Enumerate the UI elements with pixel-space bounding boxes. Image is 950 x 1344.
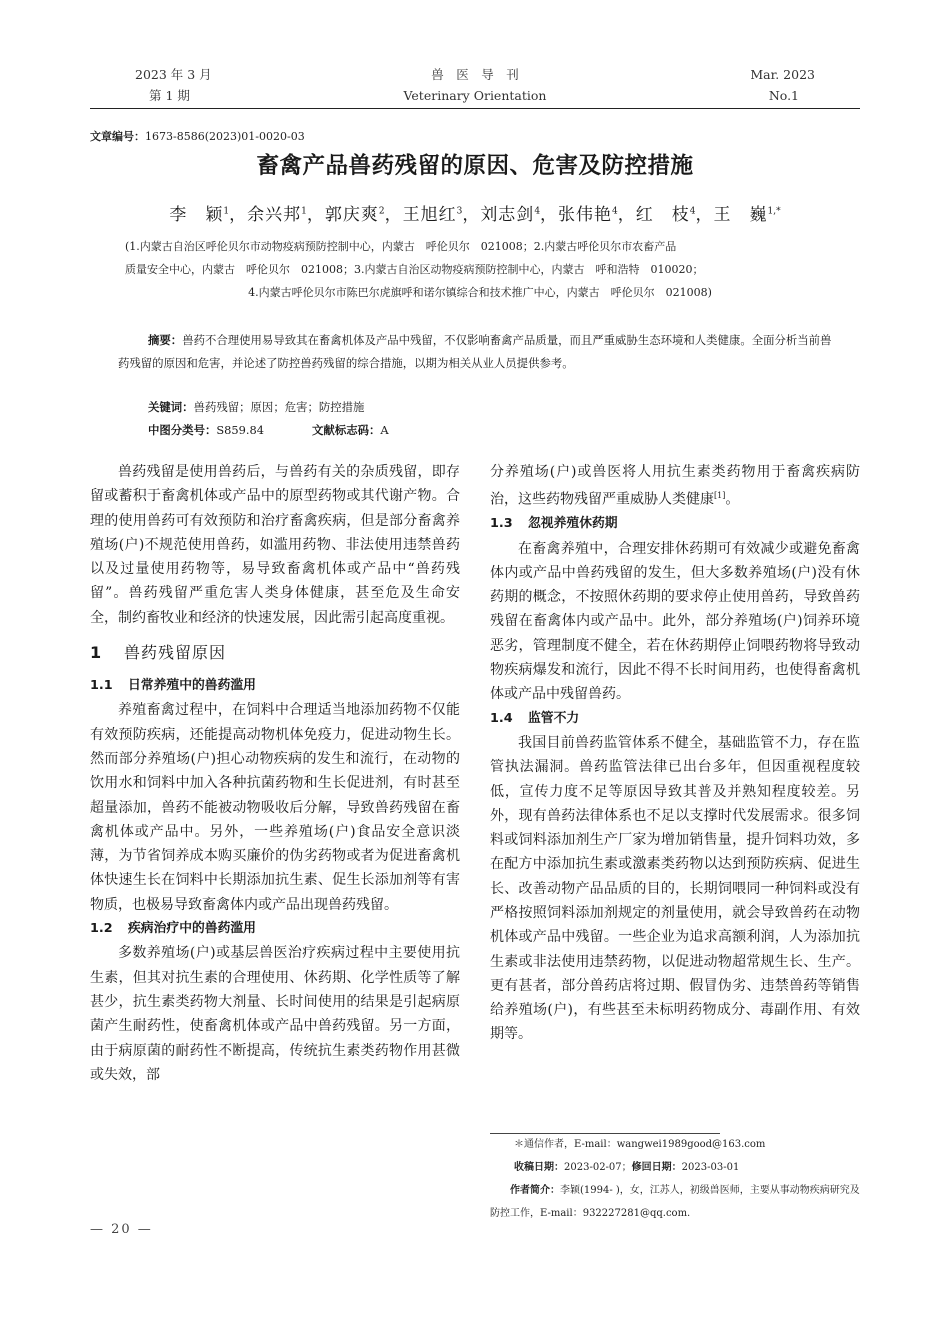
subsection-title: 日常养殖中的兽药滥用 — [128, 678, 256, 694]
article-number — [90, 128, 305, 144]
subsection-number: 1.4 — [490, 710, 513, 726]
class-number: S859.84 — [216, 423, 265, 437]
author: 余兴邦$^1$ — [247, 205, 307, 225]
subsection-heading — [490, 512, 860, 536]
article-number-value: 1673-8586(2023)01-0020-03 — [145, 130, 305, 143]
received-dates: 收稿日期：2023-02-07；修回日期：2023-03-01 — [514, 1162, 740, 1173]
abstract-label: 摘要： — [148, 333, 183, 347]
affiliation-line: 质量安全中心，内蒙古 呼伦贝尔 021008；3.内蒙古自治区动物疫病预防控制中心，内蒙古 呼和浩特 010020； — [125, 263, 704, 276]
subsection-title: 疾病治疗中的兽药滥用 — [128, 921, 256, 937]
doc-code-label: 文献标志码： — [312, 423, 381, 437]
author: 李 颖$^1$ — [169, 205, 230, 225]
body-column-left — [90, 460, 460, 1087]
keywords — [148, 396, 364, 419]
author: 郭庆爽$^2$ — [324, 205, 385, 225]
header-journal-cn: 兽 医 导 刊 — [431, 67, 519, 82]
abstract-text: 兽药不合理使用易导致其在畜禽机体及产品中残留，不仅影响畜禽产品质量，而且严重威胁生态环境和人类健康。全面分析当前兽药残留的原因和危害，并论述了防控兽药残留的综合措施，以期为相关从业人员提供参考。 — [118, 333, 832, 370]
header-left — [135, 64, 212, 106]
subsection-title: 忽视养殖休药期 — [528, 516, 618, 532]
paper-title: 畜禽产品兽药残留的原因、危害及防控措施 — [256, 153, 694, 179]
affiliation-line: 4.内蒙古呼伦贝尔市陈巴尔虎旗呼和诺尔镇综合和技术推广中心，内蒙古 呼伦贝尔 021008) — [248, 286, 712, 299]
class-label: 中图分类号： — [148, 423, 217, 437]
subsection-number: 1.2 — [90, 921, 113, 937]
intro-paragraph: 兽药残留是使用兽药后，与兽药有关的杂质残留，即存留或蓄积于畜禽机体或产品中的原型药物或其代谢产物。合理的使用兽药可有效预防和治疗畜禽疾病，但是部分畜禽养殖场(户)不规范使用兽药，如滥用药物、非法使用违禁兽药以及过量使用药物等，易导致畜禽机体或产品中“兽药残留”。兽药残留严重危害人类身体健康，甚至危及生命安全，制约畜牧业和经济的快速发展，因此需引起高度重视。 — [90, 464, 460, 626]
subsection-heading — [90, 674, 460, 698]
header-journal-en: Veterinary Orientation — [403, 88, 547, 103]
keywords-text: 兽药残留；原因；危害；防控措施 — [193, 400, 365, 414]
section-title: 兽药残留原因 — [124, 643, 227, 663]
header-date-cn: 2023 年 3 月 — [135, 67, 212, 82]
header-rule — [90, 108, 860, 109]
body-column-right — [490, 460, 860, 1047]
subsection-number: 1.3 — [490, 516, 513, 532]
subsection-heading — [90, 917, 460, 941]
header-issue-cn: 第 1 期 — [149, 88, 190, 103]
keywords-label: 关键词： — [148, 400, 194, 414]
article-number-label: 文章编号： — [90, 130, 145, 143]
section-heading — [90, 641, 460, 665]
header-center — [375, 64, 575, 106]
author: 王旭红$^3$ — [402, 205, 463, 225]
page-number: — 20 — — [90, 1222, 153, 1237]
subsection-number: 1.1 — [90, 678, 113, 694]
abstract — [118, 329, 840, 374]
footnotes — [490, 1133, 860, 1225]
author-list: 李 颖$^1$，余兴邦$^1$，郭庆爽$^2$，王旭红$^3$，刘志剑$^4$，张伟艳$^4$，红 枝$^4$，王 巍$^{1,*}$ — [169, 205, 781, 225]
body-paragraph: 在畜禽养殖中，合理安排休药期可有效减少或避免畜禽体内或产品中兽药残留的发生，但大多数养殖场(户)没有休药期的概念，不按照休药期的要求停止使用兽药，导致兽药残留在畜禽体内或产品中。此外，部分养殖场(户)饲养环境恶劣，管理制度不健全，若在休药期停止饲喂药物将导致动物疾病爆发和流行，因此不得不长时间用药，也使得畜禽机体或产品中残留兽药。 — [490, 540, 860, 703]
author: 张伟艳$^4$ — [558, 205, 618, 225]
body-paragraph: 养殖畜禽过程中，在饲料中合理适当地添加药物不仅能有效预防疾病，还能提高动物机体免疫力，促进动物生长。然而部分养殖场(户)担心动物疾病的发生和流行，在动物的饮用水和饲料中加入各种抗菌药物和生长促进剂，有时甚至超量添加，兽药不能被动物吸收后分解，导致兽药残留在畜禽机体或产品中。另外，一些养殖场(户)食品安全意识淡薄，为节省饲养成本购买廉价的伪劣药物或者为促进畜禽机体快速生长在饲料中长期添加抗生素、促生长添加剂等有害物质，也极易导致畜禽体内或产品出现兽药残留。 — [90, 702, 460, 913]
body-paragraph: 多数养殖场(户)或基层兽医治疗疾病过程中主要使用抗生素，但其对抗生素的合理使用、休药期、化学性质等了解甚少，抗生素类药物大剂量、长时间使用的结果是引起病原菌产生耐药性，使畜禽机体或产品中兽药残留。另一方面，由于病原菌的耐药性不断提高，传统抗生素类药物作用甚微或失效，部 — [90, 945, 460, 1083]
author: 红 枝$^4$ — [635, 205, 696, 225]
header-date-en: Mar. 2023 — [750, 67, 815, 82]
corresponding-author: ＊通信作者，E-mail：wangwei1989good@163.com — [514, 1139, 766, 1150]
header-issue-en: No.1 — [768, 88, 799, 103]
subsection-heading — [490, 707, 860, 731]
body-paragraph-continued: 分养殖场(户)或兽医将人用抗生素类药物用于畜禽疾病防治，这些药物残留严重威胁人类健康[1]。 — [490, 464, 860, 508]
author-bio: 作者简介：李颖(1994- )，女，江苏人，初级兽医师，主要从事动物疾病研究及防控工作，E-mail：932227281@qq.com. — [490, 1185, 860, 1219]
body-paragraph: 我国目前兽药监管体系不健全，基础监管不力，存在监管执法漏洞。兽药监管法律已出台多年，但因重视程度较低，宣传力度不足等原因导致其普及并熟知程度较差。另外，现有兽药法律体系也不足以支撑时代发展需求。很多饲料或饲料添加剂生产厂家为增加销售量，提升饲料功效，多在配方中添加抗生素或激素类药物以达到预防疾病、促进生长、改善动物产品品质的目的，长期饲喂同一种饲料或没有严格按照饲料添加剂规定的剂量使用，就会导致兽药在动物机体或产品中残留。一些企业为追求高额利润，人为添加抗生素或非法使用违禁药物，以促进动物超常规生长、生产。更有甚者，部分兽药店将过期、假冒伪劣、违禁兽药等销售给养殖场(户)，有些甚至未标明药物成分、毒副作用、有效期等。 — [490, 734, 860, 1043]
citation-ref: [1] — [714, 491, 726, 501]
classification — [148, 419, 389, 442]
affiliations — [125, 235, 835, 304]
affiliation-line: (1.内蒙古自治区呼伦贝尔市动物疫病预防控制中心，内蒙古 呼伦贝尔 021008；2.内蒙古呼伦贝尔市农畜产品 — [125, 240, 677, 253]
section-number: 1 — [90, 643, 103, 663]
header-right — [700, 64, 815, 106]
author: 刘志剑$^4$ — [480, 205, 541, 225]
author: 王 巍$^{1,*}$ — [713, 205, 781, 225]
doc-code: A — [380, 423, 389, 437]
subsection-title: 监管不力 — [528, 710, 580, 726]
